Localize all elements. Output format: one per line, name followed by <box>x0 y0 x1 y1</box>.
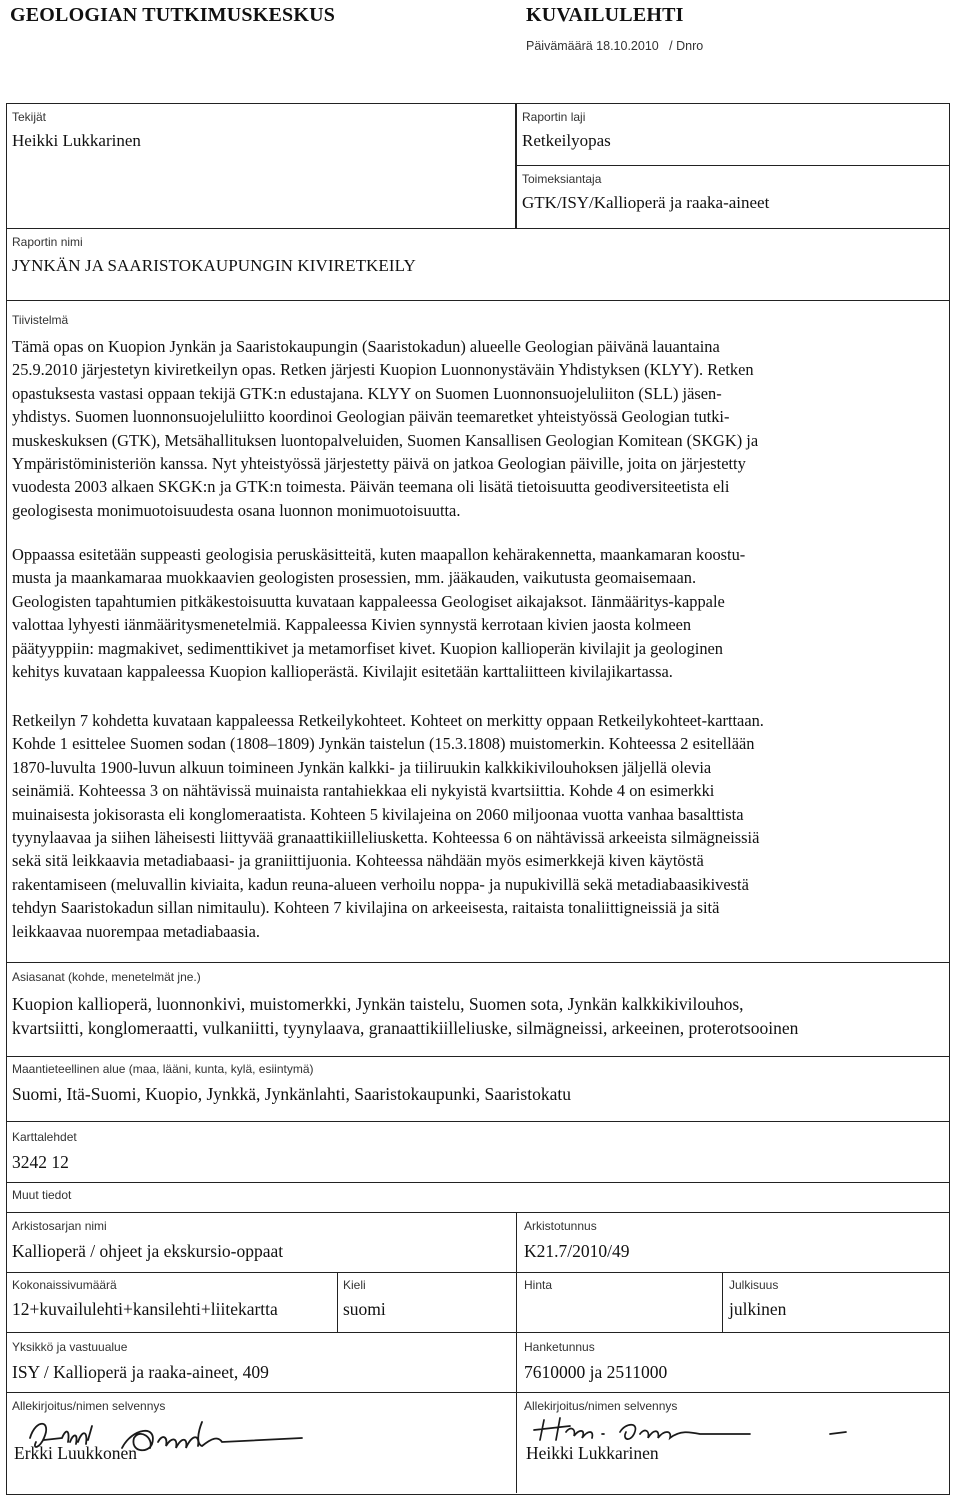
abstract-line: geologisesta monimuotoisuudesta osana luonnon monimuotoisuutta. <box>12 500 461 520</box>
abstract-paragraph-3 <box>12 709 948 943</box>
abstract-line: muinaisesta jokisorasta eli konglomeraatista. Kohteen 5 kivilajeina on 2060 miljoonaa vuotta vanhaa basalttista <box>12 804 744 824</box>
archive-id-label: Arkistotunnus <box>524 1219 597 1233</box>
authors-value: Heikki Lukkarinen <box>12 131 141 150</box>
abstract-line: seinämiä. Kohteessa 3 on nähtävissä muinaista rantahiekkaa eli nykyistä kvartsiittia. Kohde 4 on esimerkki <box>12 781 715 801</box>
project-value: 7610000 ja 2511000 <box>524 1362 668 1382</box>
region-value: Suomi, Itä-Suomi, Kuopio, Jynkkä, Jynkänlahti, Saaristokaupunki, Saaristokatu <box>12 1084 571 1104</box>
language-value: suomi <box>343 1299 386 1319</box>
other-info-label: Muut tiedot <box>12 1188 72 1202</box>
organization-name: GEOLOGIAN TUTKIMUSKESKUS <box>10 4 336 26</box>
report-type-value: Retkeilyopas <box>522 131 611 150</box>
abstract-line: leikkaavaa nuorempaa metadiabaasia. <box>12 921 261 941</box>
abstract-line: tehdyn Saaristokadun sillan nimitaulu). Kohteen 7 kivilajina on arkeeisesta, raitaista tonaliittigneissiä ja sitä <box>12 898 720 918</box>
abstract-line: Tämä opas on Kuopion Jynkän ja Saaristokaupungin (Saaristokadun) alueelle Geologian päivänä lauantaina <box>12 337 720 356</box>
abstract-line: 25.9.2010 järjestetyn kiviretkeilyn opas. Retken järjesti Kuopion Luonnonystäväin Yhdistyksen (KLYY). Retken <box>12 360 754 380</box>
signature-right-name: Heikki Lukkarinen <box>526 1443 659 1463</box>
report-name-label: Raportin nimi <box>12 235 83 249</box>
abstract-line: muskeskuksen (GTK), Metsähallituksen luontopalveluiden, Suomen Kansallisen Geologian Komitean (SKGK) ja <box>12 430 759 450</box>
language-label: Kieli <box>343 1278 366 1292</box>
keywords-line: Kuopion kallioperä, luonnonkivi, muistomerkki, Jynkän taistelu, Suomen sota, Jynkän kalkkikivilouhos, <box>12 994 744 1014</box>
keywords-value <box>12 992 946 1040</box>
document-type: KUVAILULEHTI <box>526 4 684 26</box>
commissioner-label: Toimeksiantaja <box>522 172 602 186</box>
abstract-line: yhdistys. Suomen luonnonsuojeluliitto koordinoi Geologian päivän teemaretket yhteistyössä Geologian tutki- <box>12 407 730 427</box>
abstract-line: opastuksesta vastasi oppaan tekijä GTK:n edustajana. KLYY on Suomen Luonnonsuojeluliiton (SLL) jäsen- <box>12 383 722 403</box>
abstract-paragraph-2 <box>12 543 948 683</box>
abstract-line: tyynylaavaa ja siihen läheisesti liittyvää granaattikiilleliusketta. Kohteessa 6 on nähtävissä arkeeista silmägneissiä <box>12 828 760 848</box>
report-type-label: Raportin laji <box>522 110 586 124</box>
abstract-paragraph-1 <box>12 335 948 522</box>
abstract-line: kehitys kuvataan kappaleessa Kuopion kallioperästä. Kivilajit esitetään karttaliitteen kivilajikartassa. <box>12 662 673 682</box>
signature-left-name: Erkki Luukkonen <box>14 1443 137 1463</box>
abstract-line: Ympäristöministeriön kanssa. Nyt yhteistyössä järjestetty päivä on jatkoa Geologian päiville, joita on järjestetty <box>12 454 746 474</box>
series-name-label: Arkistosarjan nimi <box>12 1219 107 1233</box>
abstract-line: Kohde 1 esittelee Suomen sodan (1808–1809) Jynkän taistelun (15.3.1808) muistomerkin. Kohteessa 2 esitellään <box>12 734 755 754</box>
abstract-line: 1870-luvulta 1900-luvun alkuun toimineen Jynkän kalkki- ja tiiliruukin kalkkikivilouhoksen jäljellä olevia <box>12 757 712 777</box>
abstract-line: musta ja maankamaraa muokkaavien geologisten prosessien, mm. jääkauden, vaikutusta geomaisemaan. <box>12 568 697 588</box>
region-label: Maantieteellinen alue (maa, lääni, kunta, kylä, esiintymä) <box>12 1062 314 1076</box>
date-line: Päivämäärä 18.10.2010 / Dnro <box>526 39 704 53</box>
map-sheets-label: Karttalehdet <box>12 1130 77 1144</box>
project-label: Hanketunnus <box>524 1340 595 1354</box>
abstract-line: Retkeilyn 7 kohdetta kuvataan kappaleessa Retkeilykohteet. Kohteet on merkitty oppaan Retkeilykohteet-karttaan. <box>12 711 764 730</box>
authors-label: Tekijät <box>12 110 47 124</box>
series-name-value: Kallioperä / ohjeet ja ekskursio-oppaat <box>12 1241 284 1261</box>
archive-id-value: K21.7/2010/49 <box>524 1241 630 1261</box>
keywords-label: Asiasanat (kohde, menetelmät jne.) <box>12 970 201 984</box>
publicity-label: Julkisuus <box>729 1278 779 1292</box>
publicity-value: julkinen <box>729 1299 787 1319</box>
abstract-line: päätyyppiin: magmakivet, sedimenttikivet ja metamorfiset kivet. Kuopion kallioperän kivilajit ja geologinen <box>12 638 723 658</box>
abstract-line: valottaa lyhyesti iänmääritysmenetelmiä. Kappaleessa Kivien synnystä kerrotaan kivien jaosta kolmeen <box>12 615 692 635</box>
price-label: Hinta <box>524 1278 553 1292</box>
report-name-value: JYNKÄN JA SAARISTOKAUPUNGIN KIVIRETKEILY <box>12 256 416 275</box>
abstract-line: Geologisten tapahtumien pitkäkestoisuutta kuvataan kappaleessa Geologiset aikajaksot. Iänmääritys-kappale <box>12 591 725 611</box>
page-count-label: Kokonaissivumäärä <box>12 1278 117 1292</box>
commissioner-value: GTK/ISY/Kallioperä ja raaka-aineet <box>522 193 770 212</box>
keywords-line: kvartsiitti, konglomeraatti, vulkaniitti, tyynylaava, granaattikiilleliuske, silmägneissi, arkeeinen, proterotsooinen <box>12 1018 799 1038</box>
signature-left-label: Allekirjoitus/nimen selvennys <box>12 1399 166 1413</box>
signature-right-label: Allekirjoitus/nimen selvennys <box>524 1399 678 1413</box>
abstract-line: Oppaassa esitetään suppeasti geologisia peruskäsitteitä, kuten maapallon kehärakennetta, maankamaran koostu- <box>12 545 746 564</box>
abstract-line: vuodesta 2003 alkaen SKGK:n ja GTK:n toimesta. Päivän teemana oli lisätä tietoisuutta geodiversiteetista eli <box>12 477 730 497</box>
unit-value: ISY / Kallioperä ja raaka-aineet, 409 <box>12 1362 269 1382</box>
page-count-value: 12+kuvailulehti+kansilehti+liitekartta <box>12 1299 278 1319</box>
abstract-line: rakentamiseen (meluvallin kiviaita, kadun reuna-alueen verhoilu noppa- ja nupukivillä sekä metadiabaasikivestä <box>12 874 749 894</box>
abstract-label: Tiivistelmä <box>12 313 69 327</box>
abstract-line: sekä sitä leikkaavia metadiabaasi- ja graniittijuonia. Kohteessa nähdään myös esimerkkejä kiven käytöstä <box>12 851 704 871</box>
unit-label: Yksikkö ja vastuualue <box>12 1340 128 1354</box>
map-sheets-value: 3242 12 <box>12 1152 69 1172</box>
